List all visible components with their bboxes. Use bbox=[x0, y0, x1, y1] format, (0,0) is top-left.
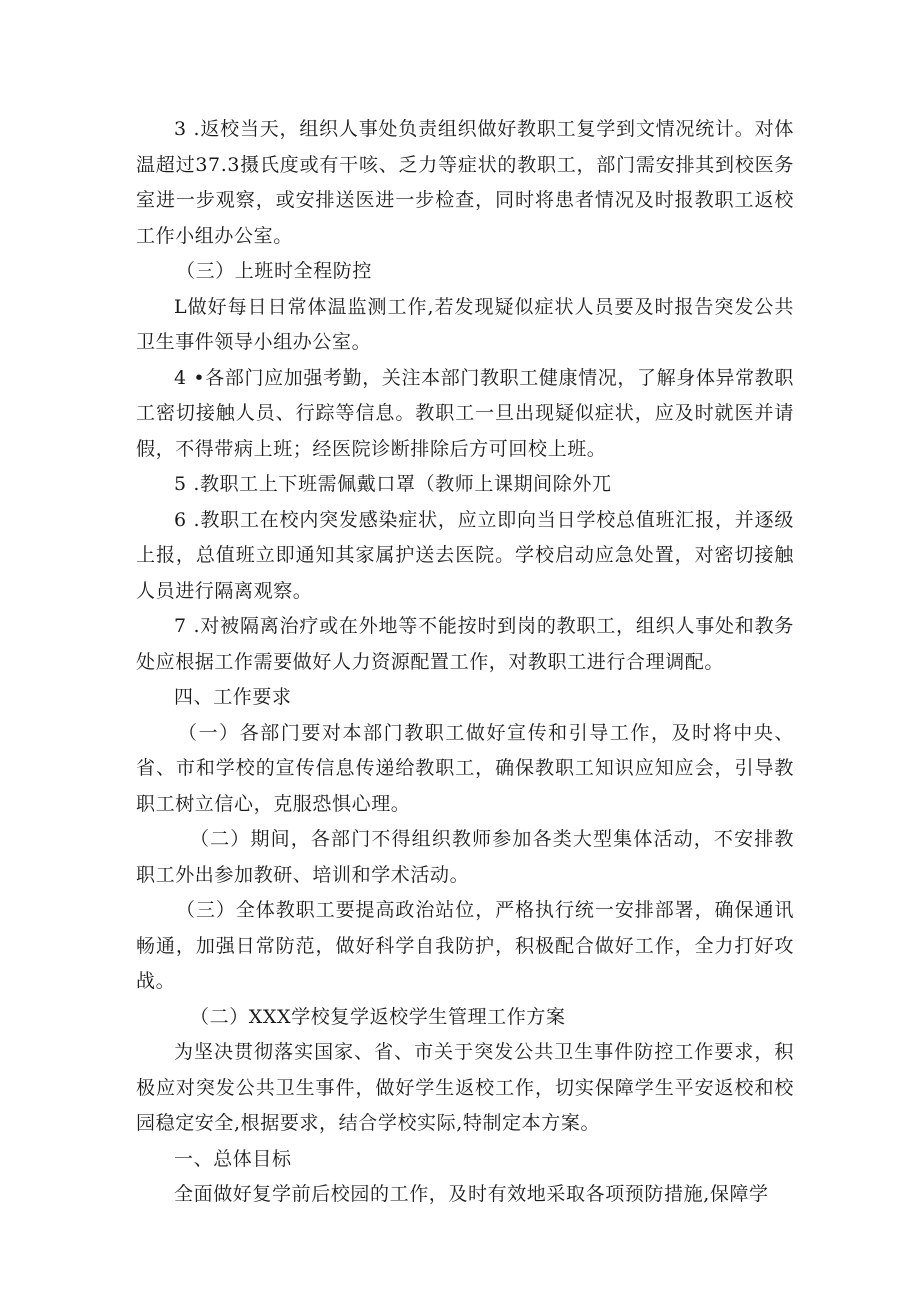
requirement-item-1: （一）各部门要对本部门教职工做好宣传和引导工作，及时将中央、省、市和学校的宣传信息传递给教职工，确保教职工知识应知应会，引导教职工树立信心，克服恐惧心理。 bbox=[136, 721, 794, 815]
section-heading-3: （三）上班时全程防控 bbox=[176, 260, 373, 282]
paragraph-item-3: 3 .返校当天，组织人事处负责组织做好教职工复学到文情况统计。对体温超过37.3摄氏度或有干咳、乏力等症状的教职工，部门需安排其到校医务室进一步观察，或安排送医进一步检查，同时将患者情况及时报教职工返校工作小组办公室。 bbox=[136, 118, 794, 247]
goal-paragraph: 全面做好复学前后校园的工作，及时有效地采取各项预防措施,保障学 bbox=[174, 1183, 769, 1205]
section-heading-4: 四、工作要求 bbox=[174, 686, 292, 708]
document-body bbox=[136, 112, 794, 1213]
paragraph-item-4: 4 •各部门应加强考勤，关注本部门教职工健康情况，了解身体异常教职工密切接触人员、行踪等信息。教职工一旦出现疑似症状，应及时就医并请假，不得带病上班；经医院诊断排除后方可回校上班。 bbox=[136, 366, 794, 460]
paragraph-item-7: 7 .对被隔离治疗或在外地等不能按时到岗的教职工，组织人事处和教务处应根据工作需要做好人力资源配置工作，对教职工进行合理调配。 bbox=[136, 615, 794, 673]
paragraph-item-6: 6 .教职工在校内突发感染症状，应立即向当日学校总值班汇报，并逐级上报，总值班立即通知其家属护送去医院。学校启动应急处置，对密切接触人员进行隔离观察。 bbox=[136, 508, 794, 602]
plan-title: （二）XXX学校复学返校学生管理工作方案 bbox=[190, 1005, 566, 1028]
plan-intro-paragraph: 为坚决贯彻落实国家、省、市关于突发公共卫生事件防控工作要求，积极应对突发公共卫生事件，做好学生返校工作，切实保障学生平安返校和校园稳定安全,根据要求，结合学校实际,特制定本方案。 bbox=[136, 1041, 794, 1134]
requirement-item-3: （三）全体教职工要提高政治站位，严格执行统一安排部署，确保通讯畅通，加强日常防范，做好科学自我防护，积极配合做好工作，全力打好攻战。 bbox=[136, 899, 794, 992]
paragraph-item-1: L做好每日日常体温监测工作,若发现疑似症状人员要及时报告突发公共卫生事件领导小组办公室。 bbox=[136, 295, 794, 353]
paragraph-item-5: 5 .教职工上下班需佩戴口罩（教师上课期间除外兀 bbox=[174, 473, 612, 495]
requirement-item-2: （二）期间，各部门不得组织教师参加各类大型集体活动，不安排教职工外出参加教研、培训和学术活动。 bbox=[136, 828, 794, 886]
section-heading-goal: 一、总体目标 bbox=[174, 1147, 292, 1170]
